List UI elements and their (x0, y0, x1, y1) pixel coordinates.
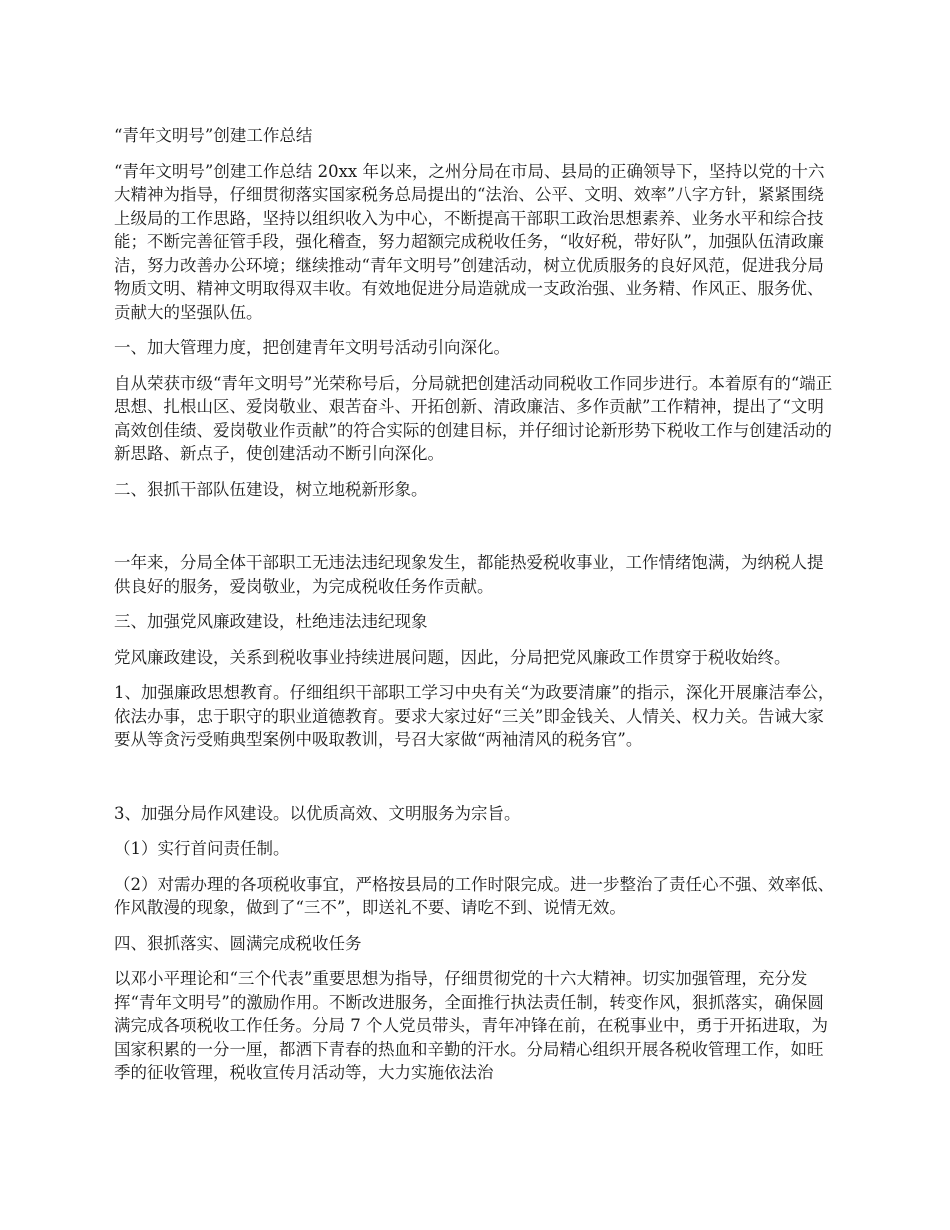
paragraph-subitem-2: （2）对需办理的各项税收事宜，严格按县局的工作时限完成。进一步整治了责任心不强、效率低、作风散漫的现象，做到了“三不”，即送礼不要、请吃不到、说情无效。 (114, 874, 834, 917)
document-title: “青年文明号”创建工作总结 (114, 126, 313, 145)
paragraph-item-3: 3、加强分局作风建设。以优质高效、文明服务为宗旨。 (114, 803, 521, 823)
paragraph-item-1: 1、加强廉政思想教育。仔细组织干部职工学习中央有关“为政要清廉”的指示，深化开展廉洁奉公，依法办事，忠于职守的职业道德教育。要求大家过好“三关”即金钱关、人情关、权力关。告诫大家要从等贪污受贿典型案例中吸取教训，号召大家做“两袖清风的税务官”。 (114, 683, 835, 749)
blank-gap (114, 764, 836, 802)
paragraph-intro: “青年文明号”创建工作总结 20xx 年以来，之州分局在市局、县局的正确领导下，坚持以党的十六大精神为指导，仔细贯彻落实国家税务总局提出的“法治、公平、文明、效率”八字方针，紧紧围绕上级局的工作思路，坚持以组织收入为中心，不断提高干部职工政治思想素养、业务水平和综合技能；不断完善征管手段，强化稽查，努力超额完成税收任务，“收好税，带好队”，加强队伍清政廉洁，努力改善办公环境；继续推动“青年文明号”创建活动，树立优质服务的良好风范，促进我分局物质文明、精神文明取得双丰收。有效地促进分局造就成一支政治强、业务精、作风正、服务优、贡献大的坚强队伍。 (114, 161, 825, 322)
section-heading-2: 二、狠抓干部队伍建设，树立地税新形象。 (114, 479, 428, 499)
section-heading-3: 三、加强党风廉政建设，杜绝违法违纪现象 (114, 612, 428, 631)
section-heading-4: 四、狠抓落实、圆满完成税收任务 (114, 933, 362, 953)
blank-gap (114, 513, 836, 551)
paragraph-subitem-1: （1）实行首问责任制。 (114, 839, 290, 858)
paragraph-section-2: 一年来，分局全体干部职工无违法违纪现象发生，都能热爱税收事业，工作情绪饱满，为纳税人提供良好的服务，爱岗敬业，为完成税收任务作贡献。 (114, 553, 824, 596)
section-heading-1: 一、加大管理力度，把创建青年文明号活动引向深化。 (114, 338, 510, 357)
paragraph-section-4: 以邓小平理论和“三个代表”重要思想为指导，仔细贯彻党的十六大精神。切实加强管理，充分发挥“青年文明号”的激励作用。不断改进服务，全面推行执法责任制，转变作风，狠抓落实，确保圆满完成各项税收工作任务。分局 7 个人党员带头，青年冲锋在前，在税事业中，勇于开拓进取，为国家积累的一分一厘，都洒下青春的热血和辛勤的汗水。分局精心组织开展各税收管理工作，如旺季的征收管理，税收宣传月活动等，大力实施依法治 (114, 969, 828, 1082)
paragraph-section-3: 党风廉政建设，关系到税收事业持续进展问题，因此，分局把党风廉政工作贯穿于税收始终。 (114, 647, 791, 667)
document-page (114, 124, 836, 1097)
paragraph-section-1: 自从荣获市级“青年文明号”光荣称号后，分局就把创建活动同税收工作同步进行。本着原有的“端正思想、扎根山区、爱岗敬业、艰苦奋斗、开拓创新、清政廉洁、多作贡献”工作精神，提出了“文明高效创佳绩、爱岗敬业作贡献”的符合实际的创建目标，并仔细讨论新形势下税收工作与创建活动的新思路、新点子，使创建活动不断引向深化。 (114, 373, 833, 463)
